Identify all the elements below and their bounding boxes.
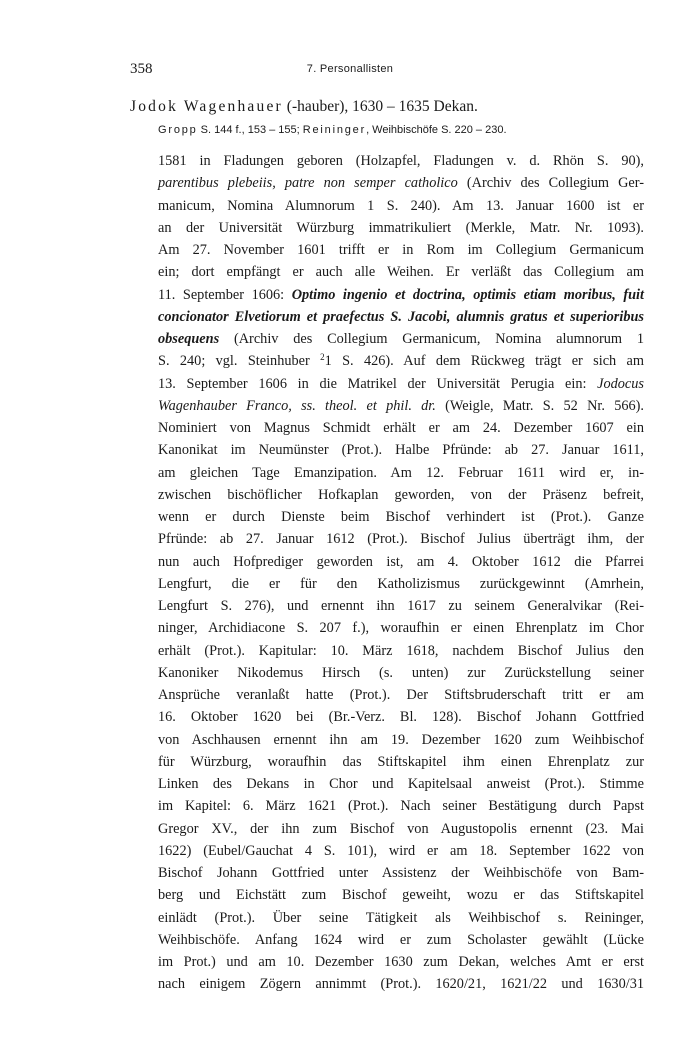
text-line: 1581 in Fladungen geboren (Holzapfel, Fladungen v. d. Rhön S. 90), bbox=[158, 153, 644, 169]
text-line: für Würzburg, woraufhin das Stiftskapitel ihm einen Ehrenplatz zur bbox=[158, 753, 644, 770]
text-line: Wagenhauber Franco, ss. theol. et phil. dr. (Weigle, Matr. S. 52 Nr. 566). bbox=[158, 397, 645, 414]
text-line: Bischof Johann Gottfried unter Assistenz der Weihbischöfe von Bam- bbox=[158, 865, 644, 881]
latin-quote: Wagenhauber Franco, ss. theol. et phil. dr. bbox=[158, 397, 436, 414]
text-line: Nominiert von Magnus Schmidt erhält er am 24. Dezember 1607 ein bbox=[158, 420, 644, 436]
running-head: 7. Personallisten bbox=[306, 63, 394, 75]
text-line: nun auch Hofprediger geworden ist, am 4. Oktober 1612 die Pfarrei bbox=[158, 553, 644, 570]
latin-quote: concionator Elvetiorum et praefectus S. Jacobi, alumnis gratus et superioribus bbox=[158, 308, 644, 325]
text-line: am gleichen Tage Emanzipation. Am 12. Februar 1611 wird er, in- bbox=[158, 464, 644, 481]
latin-quote: Optimo ingenio et doctrina, optimis etiam moribus, fuit bbox=[291, 286, 644, 303]
edition-superscript: 2 bbox=[320, 352, 325, 363]
text-line: von Aschhausen ernennt ihn am 19. Dezember 1620 zum Weihbischof bbox=[158, 731, 644, 748]
person-name: Jodok Wagenhauer bbox=[130, 98, 283, 115]
text-line: manicum, Nomina Alumnorum 1 S. 240). Am 13. Januar 1600 ist er bbox=[158, 197, 644, 214]
text-line: berg und Eichstätt zum Bischof geweiht, wozu er das Stiftskapitel bbox=[158, 887, 644, 904]
source-ref-reininger: , Weihbischöfe S. 220 – 230. bbox=[366, 124, 507, 136]
text-line: Gregor XV., der ihn zum Bischof von Augustopolis ernennt (23. Mai bbox=[158, 820, 644, 837]
text-line: erhält (Prot.). Kapitular: 10. März 1618, nachdem Bischof Julius den bbox=[158, 642, 644, 659]
source-references bbox=[158, 124, 507, 136]
text-line: 13. September 1606 in die Matrikel der Universität Perugia ein: Jodocus bbox=[158, 375, 644, 392]
text-line: Kanonikat im Neumünster (Prot.). Halbe Pfründe: ab 27. Januar 1611, bbox=[158, 442, 644, 459]
entry-title-rest: (-hauber), 1630 – 1635 Dekan. bbox=[282, 98, 478, 115]
text-line: S. 240; vgl. Steinhuber $^2$1 S. 426). Auf dem Rückweg trägt er sich am bbox=[158, 352, 645, 370]
text-line: Lengfurt, die er für den Katholizismus zurückgewinnt (Amrhein, bbox=[158, 575, 644, 592]
entry-title bbox=[130, 98, 478, 116]
text-line: Lengfurt S. 276), und ernennt ihn 1617 zu seinem Generalvikar (Rei- bbox=[158, 598, 644, 614]
text-line: Linken des Dekans in Chor und Kapitelsaal anweist (Prot.). Stimme bbox=[158, 776, 644, 792]
text-line: 1622) (Eubel/Gauchat 4 S. 101), wird er am 18. September 1622 von bbox=[158, 842, 644, 859]
text-line: wenn er durch Dienste beim Bischof verhindert ist (Prot.). Ganze bbox=[158, 509, 644, 525]
text-line: 11. September 1606: Optimo ingenio et doctrina, optimis etiam moribus, fuit bbox=[158, 286, 644, 303]
text-line: 16. Oktober 1620 bei (Br.-Verz. Bl. 128). Bischof Johann Gottfried bbox=[158, 709, 644, 726]
text-line: Weihbischöfe. Anfang 1624 wird er zum Scholaster gewählt (Lücke bbox=[158, 931, 644, 948]
latin-quote: obsequens bbox=[158, 331, 220, 347]
text-line: zwischen bischöflicher Hofkaplan geworden, von der Präsenz befreit, bbox=[158, 486, 644, 503]
source-author-reininger: Reininger bbox=[302, 124, 367, 136]
biography-text bbox=[158, 150, 644, 996]
latin-quote: parentibus plebeiis, patre non semper catholico bbox=[158, 175, 458, 192]
text-line bbox=[158, 306, 644, 328]
text-line: im Prot.) und am 10. Dezember 1630 zum Dekan, welches Amt er erst bbox=[158, 954, 644, 970]
text-line: im Kapitel: 6. März 1621 (Prot.). Nach seiner Bestätigung durch Papst bbox=[158, 798, 644, 815]
text-line: Kanoniker Nikodemus Hirsch (s. unten) zur Zurückstellung seiner bbox=[158, 664, 644, 681]
source-ref-gropp: S. 144 f., 153 – 155; bbox=[197, 124, 303, 136]
text-line: einlädt (Prot.). Über seine Tätigkeit als Weihbischof s. Reininger, bbox=[158, 909, 644, 926]
page-number: 358 bbox=[130, 61, 153, 77]
text-line: Am 27. November 1601 trifft er in Rom im Collegium Germanicum bbox=[158, 242, 644, 258]
text-line: Pfründe: ab 27. Januar 1612 (Prot.). Bischof Julius überträgt ihm, der bbox=[158, 531, 644, 548]
text-line: nach einigem Zögern annimmt (Prot.). 1620/21, 1621/22 und 1630/31 bbox=[158, 976, 644, 993]
text-line: ninger, Archidiacone S. 207 f.), woraufhin er einen Ehrenplatz im Chor bbox=[158, 620, 644, 637]
text-line: parentibus plebeiis, patre non semper catholico (Archiv des Collegium Ger- bbox=[158, 175, 644, 192]
text-line: Ansprüche veranlaßt hatte (Prot.). Der Stiftsbruderschaft tritt er am bbox=[158, 687, 644, 703]
text-line: an der Universität Würzburg immatrikuliert (Merkle, Matr. Nr. 1093). bbox=[158, 219, 644, 236]
source-author-gropp: Gropp bbox=[158, 124, 198, 136]
text-line: ein; dort empfängt er auch alle Weihen. Er verläßt das Collegium am bbox=[158, 264, 644, 281]
latin-quote: Jodocus bbox=[597, 375, 644, 392]
text-line: obsequens (Archiv des Collegium Germanicum, Nomina alumnorum 1 bbox=[158, 331, 644, 347]
